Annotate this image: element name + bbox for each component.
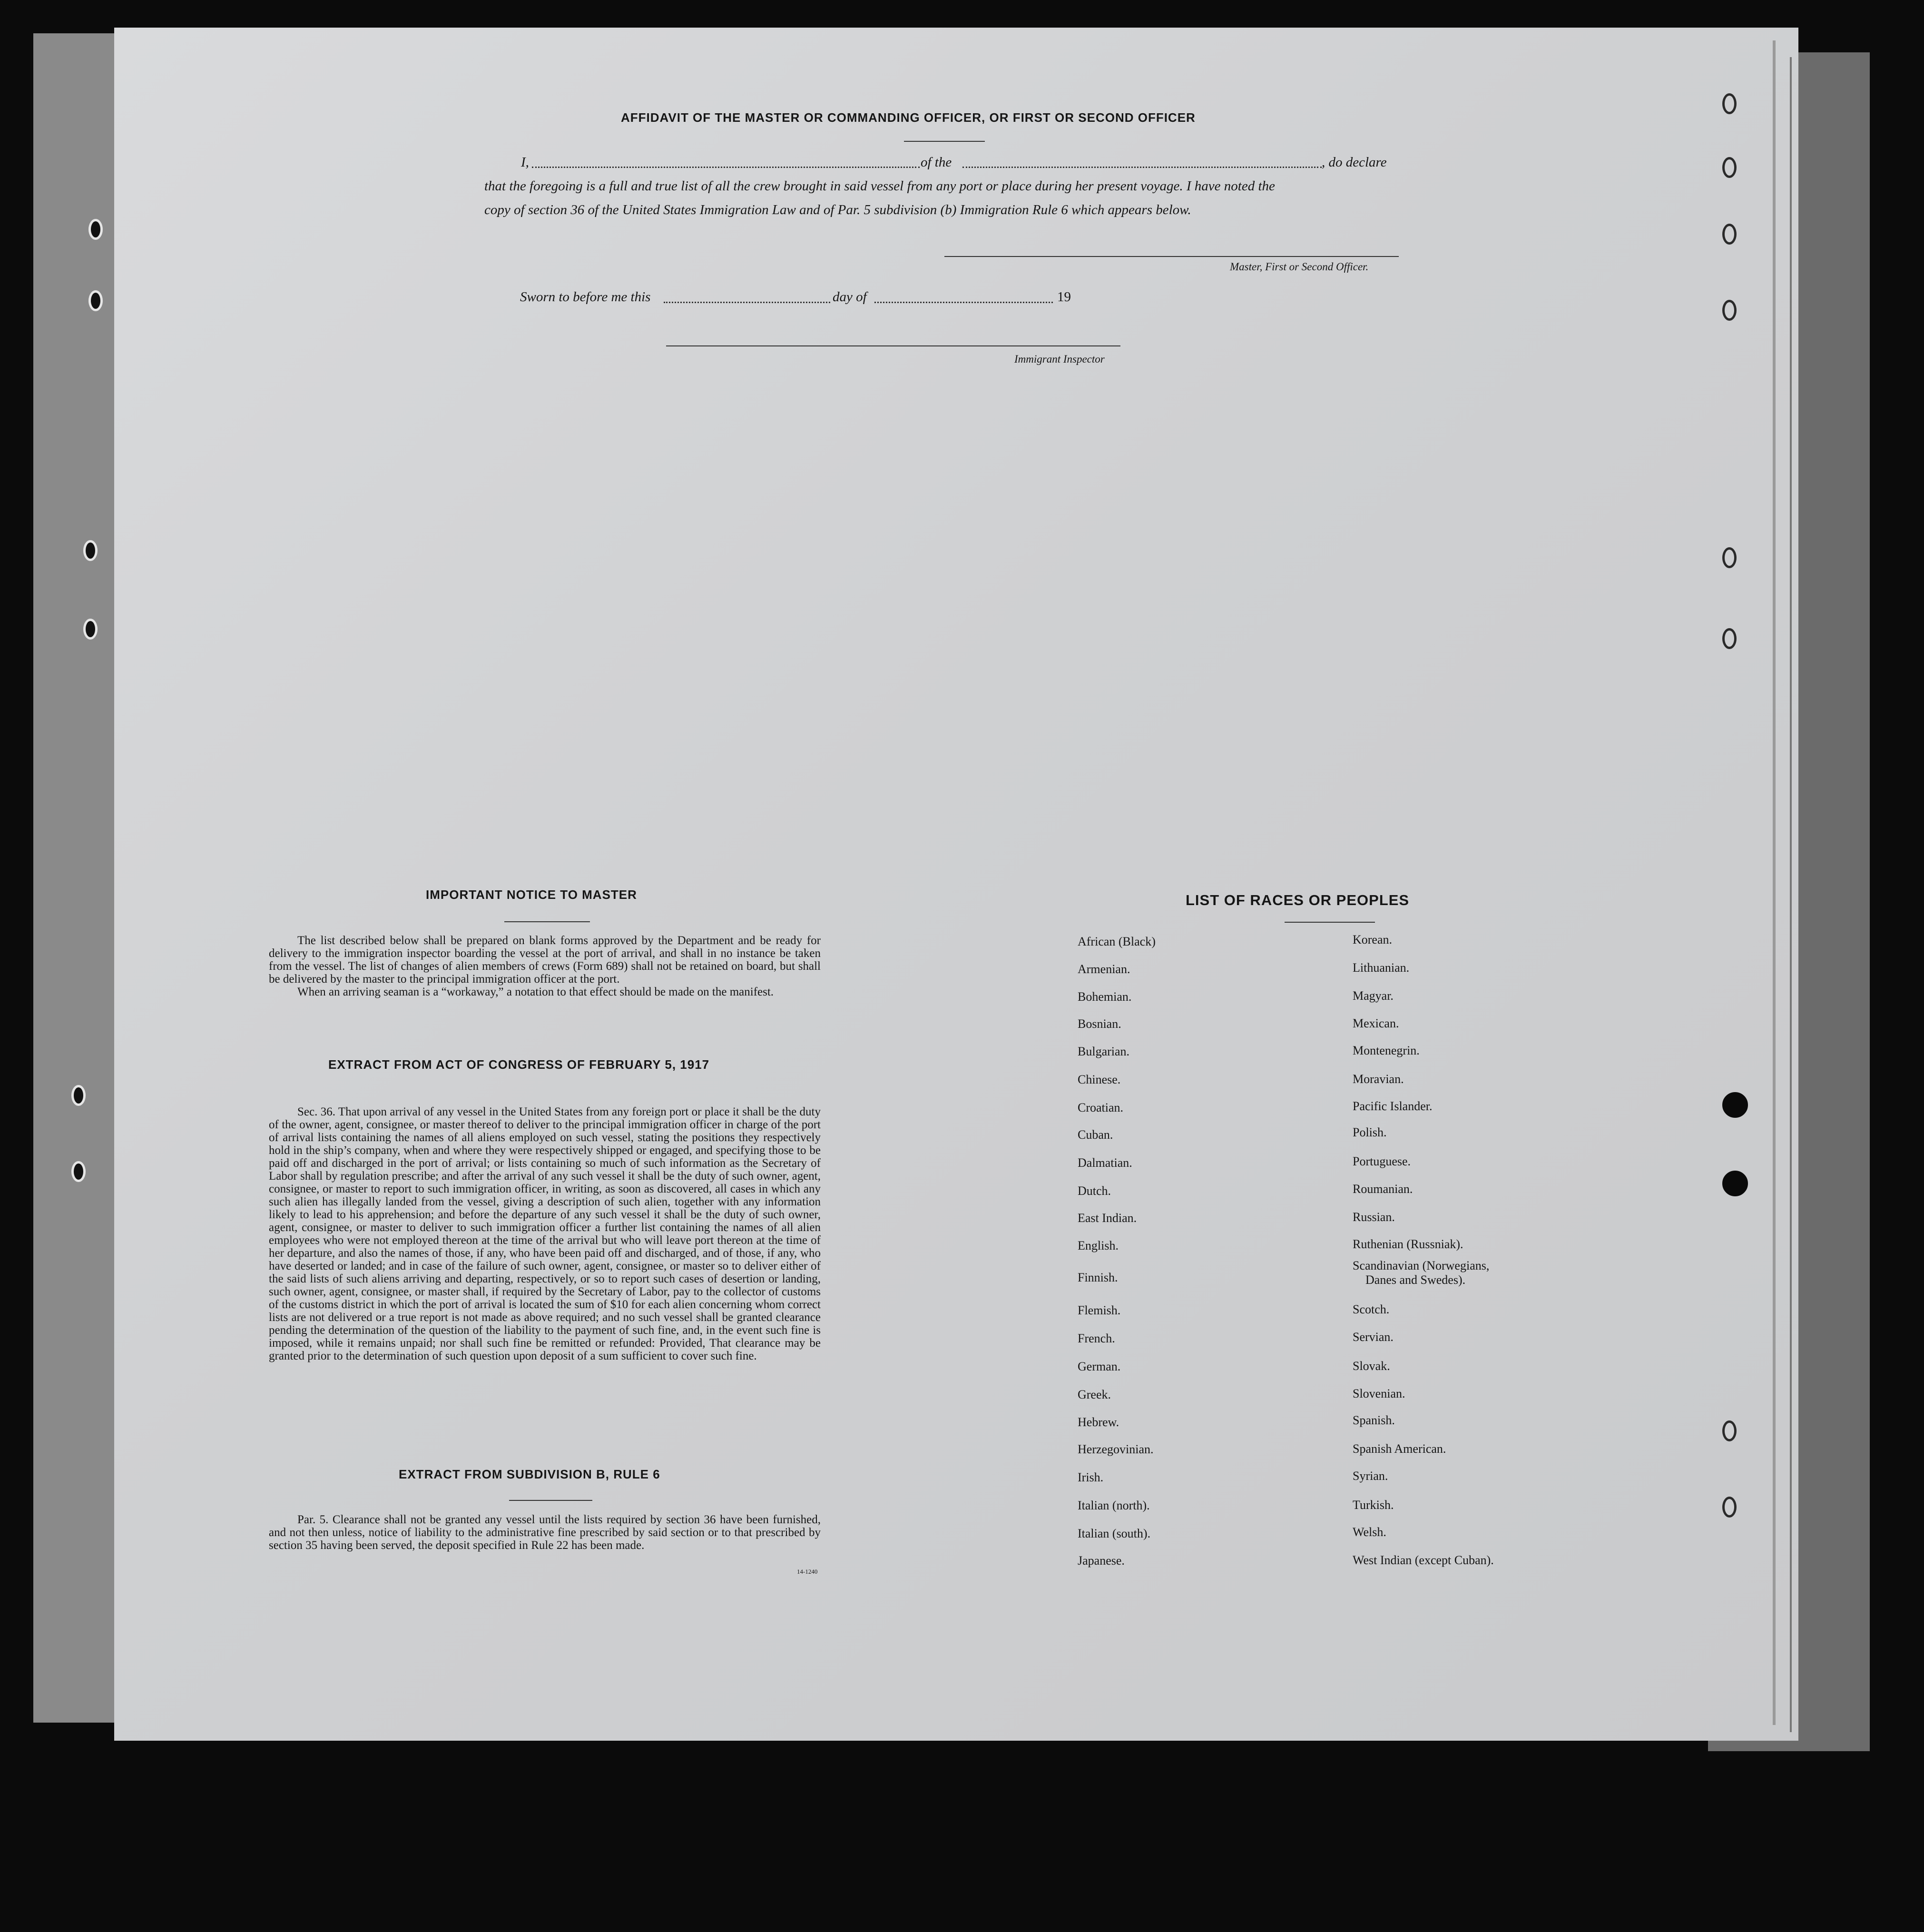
race-item: Scandinavian (Norwegians, [1353,1259,1490,1272]
act-title: EXTRACT FROM ACT OF CONGRESS OF FEBRUARY 5, 1917 [328,1057,710,1072]
punch-hole-icon [88,290,103,311]
punch-hole-icon [88,219,103,240]
race-item: Herzegovinian. [1078,1442,1154,1456]
race-item-continuation: Danes and Swedes). [1365,1273,1466,1287]
race-item: Slovak. [1353,1359,1390,1373]
race-item: Magyar. [1353,989,1394,1003]
punch-hole-icon [1722,93,1737,114]
notice-paragraph: When an arriving seaman is a “workaway,” a notation to that effect should be made on the manifest. [297,986,774,998]
punch-hole-icon [1722,157,1737,178]
document-page [114,28,1798,1741]
race-item: Bulgarian. [1078,1045,1130,1058]
notice-title: IMPORTANT NOTICE TO MASTER [426,887,637,902]
punch-hole-icon [83,619,98,640]
race-item: Ruthenian (Russniak). [1353,1237,1463,1251]
punch-hole-icon [1722,1092,1748,1118]
sworn-month-line[interactable] [874,302,1053,303]
race-item: Roumanian. [1353,1182,1413,1196]
page-edge [1773,40,1776,1725]
race-item: Spanish. [1353,1413,1395,1427]
inspector-signature-line[interactable] [666,345,1120,346]
race-item: Croatian. [1078,1101,1124,1114]
punch-hole-icon [1722,628,1737,649]
race-item: Italian (south). [1078,1527,1151,1540]
affidavit-of-the: of the [921,155,952,170]
race-item: Bohemian. [1078,990,1132,1004]
race-item: English. [1078,1239,1119,1252]
race-item: Welsh. [1353,1525,1386,1539]
race-item: West Indian (except Cuban). [1353,1553,1494,1567]
punch-hole-icon [71,1161,86,1182]
race-item: Moravian. [1353,1072,1404,1086]
rule-paragraph: Par. 5. Clearance shall not be granted any vessel until the lists required by section 36 have been furnished, and not then unless, notice of liability to the administrative fine prescribed by said section or to that prescribed by section 35 having been served, the deposit specified in Rule 22 has been made. [269,1513,821,1552]
race-item: Cuban. [1078,1128,1113,1142]
act-text [269,1105,821,1362]
punch-hole-icon [1722,1497,1737,1518]
form-number: 14-1240 [797,1568,818,1575]
punch-hole-icon [1722,1420,1737,1441]
divider [1285,922,1375,923]
race-item: Spanish American. [1353,1442,1446,1456]
race-item: Flemish. [1078,1303,1121,1317]
affidavit-i: I, [521,155,529,170]
page-edge [1790,57,1792,1732]
divider [509,1500,592,1501]
divider [504,921,590,922]
race-item: Turkish. [1353,1498,1394,1512]
race-item: Armenian. [1078,962,1130,976]
affidavit-title: AFFIDAVIT OF THE MASTER OR COMMANDING OFFICER, OR FIRST OR SECOND OFFICER [621,110,1196,125]
rule-title: EXTRACT FROM SUBDIVISION B, RULE 6 [399,1467,660,1481]
punch-hole-icon [1722,224,1737,245]
sworn-day-line[interactable] [664,302,830,303]
races-title: LIST OF RACES OR PEOPLES [1186,892,1410,908]
race-item: Korean. [1353,933,1393,946]
race-item: Montenegrin. [1353,1044,1420,1057]
race-item: Chinese. [1078,1073,1121,1086]
race-item: Mexican. [1353,1016,1399,1030]
rule-text [269,1513,821,1552]
punch-hole-icon [71,1085,86,1106]
master-signature-line[interactable] [944,256,1399,257]
race-item: Russian. [1353,1210,1395,1224]
race-item: Dalmatian. [1078,1156,1132,1170]
notice-text [269,934,821,998]
race-item: Italian (north). [1078,1498,1150,1512]
affidavit-line3: copy of section 36 of the United States Immigration Law and of Par. 5 subdivision (b) Immigration Rule 6 which appears below. [484,202,1191,217]
vessel-line[interactable] [962,167,1322,168]
race-item: Scotch. [1353,1302,1390,1316]
race-item: Polish. [1353,1125,1387,1139]
inspector-label: Immigrant Inspector [1014,353,1105,365]
race-item: Syrian. [1353,1469,1388,1483]
punch-hole-icon [1722,1171,1748,1196]
race-item: Lithuanian. [1353,961,1410,975]
race-item: Bosnian. [1078,1017,1121,1031]
race-item: Pacific Islander. [1353,1099,1433,1113]
race-item: East Indian. [1078,1211,1137,1225]
name-line[interactable] [532,167,920,168]
race-item: African (Black) [1078,935,1156,948]
act-paragraph: Sec. 36. That upon arrival of any vessel in the United States from any foreign port or place it shall be the duty of the owner, agent, consignee, or master thereof to deliver to the principal immigration officer in charge of the port of arrival lists containing the names of all aliens employed on such vessel, stating the positions they respectively hold in the ship’s company, when and where they were respectively shipped or engaged, and specifying those to be paid off and discharged in the port of arrival; or lists containing so much of such information as the Secretary of Labor shall by regulation prescribe; and after the arrival of any such vessel it shall be the duty of such owner, agent, consignee, or master to report to such immigration officer, in writing, as soon as discovered, all cases in which any such alien has illegally landed from the vessel, giving a description of such alien, together with any information likely to lead to his apprehension; and before the departure of any such vessel it shall be the duty of such owner, agent, consignee, or master to deliver to such immigration officer a further list containing the names of all alien employees who were not employed thereon at the time of the arrival but who will leave port thereon at the time of her departure, and also the names of those, if any, who have been paid off and discharged, and of those, if any, who have deserted or landed; and in case of the failure of such owner, agent, consignee, or master so to deliver either of the said lists of such aliens arriving and departing, respectively, or so to report such cases of desertion or landing, such owner, agent, consignee, or master shall, if required by the Secretary of Labor, pay to the collector of customs of the customs district in which the port of arrival is located the sum of $10 for each alien concerning whom correct lists are not delivered or a true report is not made as above required; and no such vessel shall be granted clearance pending the determination of the question of the liability to the payment of such fine, and, in the event such fine is imposed, while it remains unpaid; nor shall such fine be remitted or refunded: Provided, That clearance may be granted prior to the determination of such question upon deposit of a sum sufficient to cover such fine. [269,1105,821,1362]
punch-hole-icon [83,540,98,561]
race-item: Irish. [1078,1470,1104,1484]
race-item: Finnish. [1078,1271,1118,1284]
race-item: Hebrew. [1078,1415,1119,1429]
affidavit-declare: , do declare [1322,155,1387,170]
notice-paragraph: The list described below shall be prepared on blank forms approved by the Department and be ready for delivery to the immigration inspector boarding the vessel at the port of arrival, and shall in no instance be taken from the vessel. The list of changes of alien members of crews (Form 689) shall not be retained on board, but shall be delivered by the master to the principal immigration officer at the port. [269,934,821,986]
race-item: Servian. [1353,1330,1394,1344]
race-item: German. [1078,1360,1121,1373]
race-item: Japanese. [1078,1554,1125,1567]
race-item: Slovenian. [1353,1387,1405,1400]
sworn-year: 19 [1057,289,1071,305]
divider [904,141,985,142]
sworn-day-of: day of [833,289,867,305]
master-label: Master, First or Second Officer. [1230,261,1369,273]
affidavit-line2: that the foregoing is a full and true list of all the crew brought in said vessel from any port or place during her present voyage. I have noted the [484,178,1275,194]
race-item: Dutch. [1078,1184,1111,1198]
punch-hole-icon [1722,300,1737,321]
punch-hole-icon [1722,547,1737,568]
sworn-label: Sworn to before me this [520,289,651,305]
race-item: Portuguese. [1353,1154,1411,1168]
race-item: French. [1078,1331,1115,1345]
race-item: Greek. [1078,1388,1111,1401]
